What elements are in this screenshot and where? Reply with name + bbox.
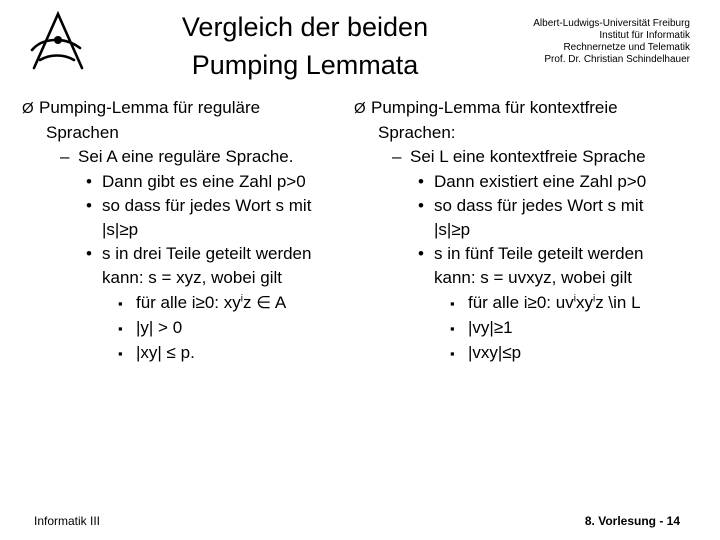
logo-circle [54, 36, 62, 44]
institution-block [470, 18, 690, 66]
square-bullet-icon: ▪ [450, 320, 455, 336]
contextfree-bullet-1: • Dann existiert eine Zahl p>0 [354, 170, 699, 194]
contextfree-condition-3: ▪ |vxy|≤p [354, 341, 699, 366]
regular-heading: Ø Pumping-Lemma für reguläre [22, 96, 342, 121]
dot-bullet-icon: • [418, 171, 424, 191]
dot-bullet-icon: • [86, 171, 92, 191]
regular-condition-3: ▪ |xy| ≤ p. [22, 341, 342, 366]
dot-bullet-icon: • [418, 195, 424, 215]
square-bullet-icon: ▪ [118, 295, 123, 311]
institution-line: Prof. Dr. Christian Schindelhauer [544, 54, 690, 65]
regular-sub-item: – Sei A eine reguläre Sprache. [22, 145, 342, 169]
square-bullet-icon: ▪ [450, 346, 455, 362]
contextfree-heading-cont: Sprachen: [378, 123, 456, 143]
regular-condition-1: ▪ für alle i≥0: $xy^iz$ ∈ A [22, 291, 342, 316]
dash-bullet-icon: – [60, 147, 70, 167]
dot-bullet-icon: • [418, 244, 424, 264]
slide-title [140, 8, 470, 84]
arrow-bullet-icon: Ø [354, 100, 366, 117]
arrow-bullet-icon: Ø [22, 100, 34, 117]
institution-line: Institut für Informatik [599, 30, 690, 41]
square-bullet-icon: ▪ [118, 320, 123, 336]
dash-bullet-icon: – [392, 147, 402, 167]
institution-line: Albert-Ludwigs-Universität Freiburg [533, 18, 690, 29]
contextfree-bullet-3: • s in fünf Teile geteilt werden [354, 242, 699, 266]
slide-title-line2: Pumping Lemmata [191, 50, 419, 80]
regular-condition-2: ▪ |y| > 0 [22, 316, 342, 341]
course-name: Informatik III [34, 514, 101, 528]
contextfree-condition-2: ▪ |vy|≥1 [354, 316, 699, 341]
contextfree-sub-item: – Sei L eine kontextfreie Sprache [354, 145, 699, 169]
regular-bullet-2-cont: |s|≥p [102, 220, 139, 240]
regular-bullet-3: • s in drei Teile geteilt werden [22, 242, 342, 266]
dot-bullet-icon: • [86, 195, 92, 215]
square-bullet-icon: ▪ [450, 295, 455, 311]
regular-heading-cont: Sprachen [46, 123, 119, 143]
dot-bullet-icon: • [86, 244, 92, 264]
contextfree-bullet-2: • so dass für jedes Wort s mit [354, 194, 699, 218]
regular-lemma-column [22, 96, 342, 366]
lecture-page-number: 8. Vorlesung - 14 [584, 514, 680, 528]
regular-bullet-2: • so dass für jedes Wort s mit [22, 194, 342, 218]
university-logo [28, 10, 88, 72]
contextfree-lemma-column [354, 96, 699, 366]
institution-line: Rechnernetze und Telematik [563, 42, 690, 53]
regular-bullet-1: • Dann gibt es eine Zahl p>0 [22, 170, 342, 194]
square-bullet-icon: ▪ [118, 346, 123, 362]
contextfree-bullet-2-cont: |s|≥p [434, 220, 471, 240]
contextfree-condition-1: ▪ für alle i≥0: $uv^ixy^iz$ \in L [354, 291, 699, 316]
contextfree-bullet-3-cont: kann: s = uvxyz, wobei gilt [434, 268, 632, 288]
contextfree-heading: Ø Pumping-Lemma für kontextfreie [354, 96, 699, 121]
regular-bullet-3-cont: kann: s = xyz, wobei gilt [102, 268, 283, 288]
slide-title-line1: Vergleich der beiden [181, 12, 429, 42]
